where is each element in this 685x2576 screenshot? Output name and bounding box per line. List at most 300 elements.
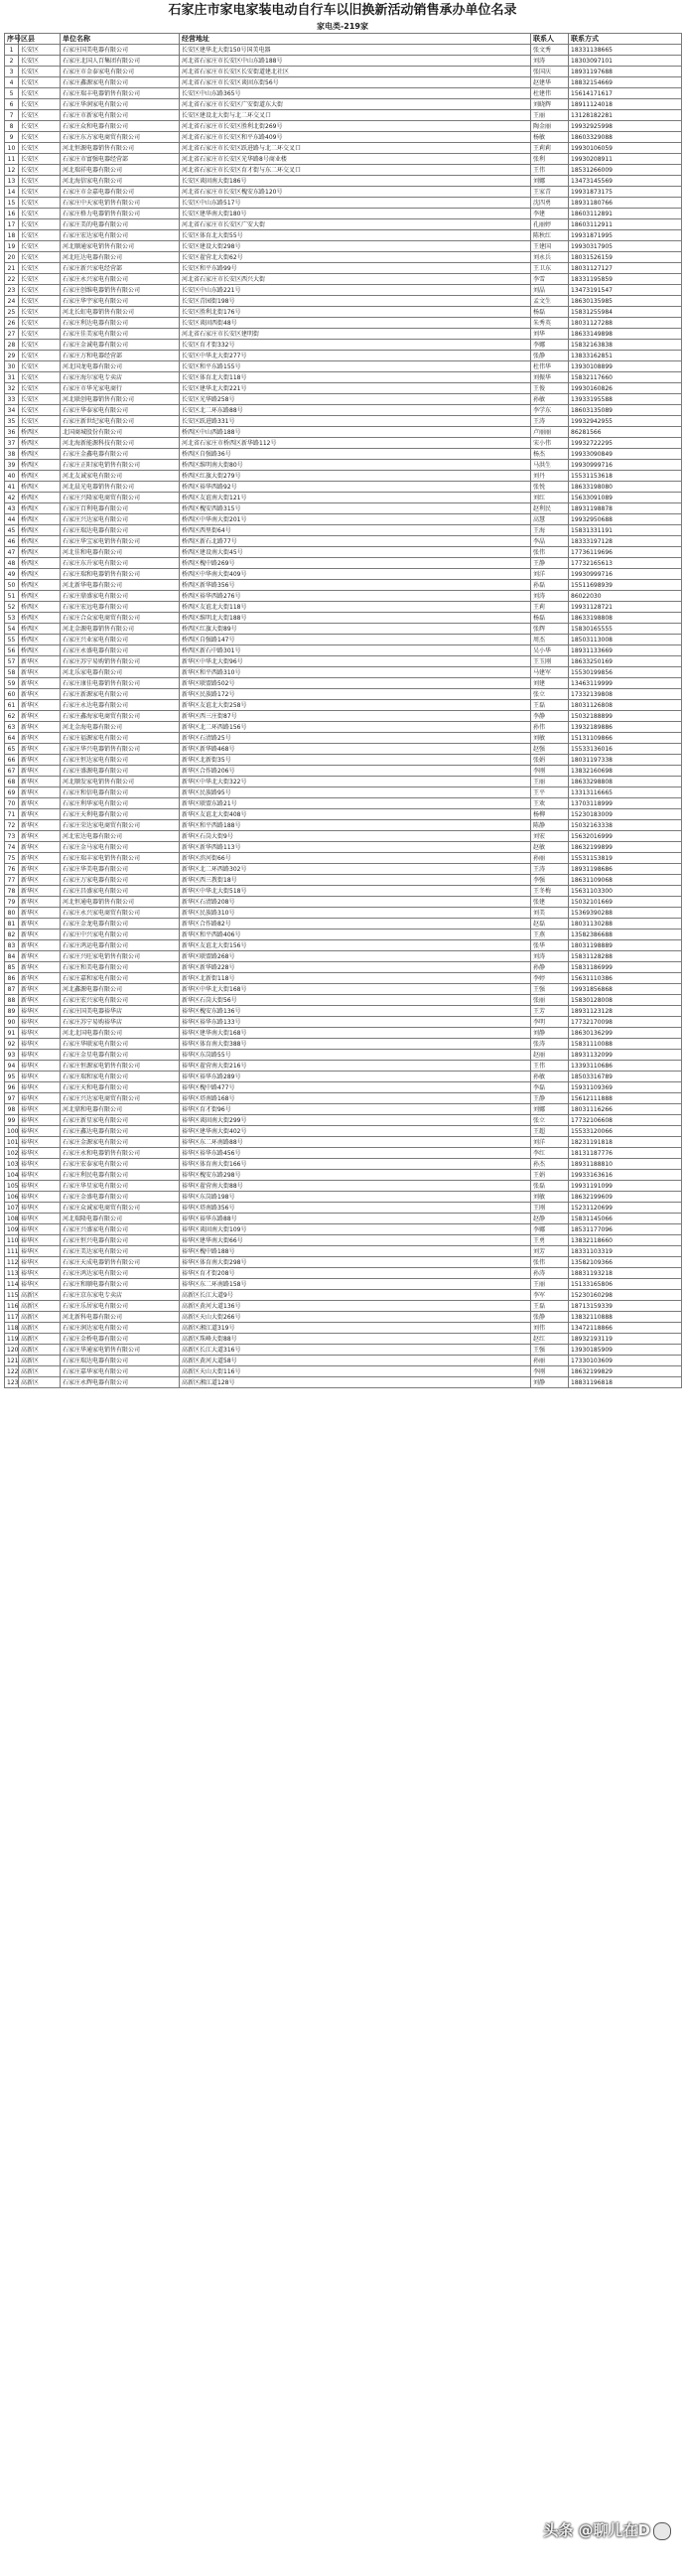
cell-district: 桥西区 (19, 427, 61, 438)
cell-district: 桥西区 (19, 645, 61, 656)
cell-contact: 吴小华 (531, 645, 569, 656)
cell-address: 长安区建设北大街与北二环交叉口 (180, 110, 531, 121)
cell-unit-name: 石家庄宏达家电有限公司 (61, 230, 180, 241)
cell-unit-name: 石家庄瑞丰电器销售有限公司 (61, 88, 180, 99)
cell-phone: 18633198808 (569, 613, 682, 624)
cell-unit-name: 石家庄众和电器有限公司 (61, 121, 180, 132)
cell-district: 高新区 (19, 1377, 61, 1388)
table-row (5, 361, 682, 372)
cell-district: 长安区 (19, 110, 61, 121)
cell-phone: 18931188810 (569, 1159, 682, 1170)
cell-address: 桥西区建设南大街45号 (180, 547, 531, 558)
cell-phone: 17732165613 (569, 558, 682, 569)
cell-address: 桥西区槐中路269号 (180, 558, 531, 569)
cell-phone: 13933195588 (569, 394, 682, 405)
cell-number: 105 (5, 1181, 19, 1192)
cell-unit-name: 石家庄永辉电器有限公司 (61, 1377, 180, 1388)
cell-address: 高新区湘江道319号 (180, 1323, 531, 1334)
table-row (5, 755, 682, 766)
cell-address: 长安区中山东路221号 (180, 285, 531, 296)
cell-district: 高新区 (19, 1290, 61, 1301)
cell-district: 裕华区 (19, 1268, 61, 1279)
cell-phone: 18131187776 (569, 1148, 682, 1159)
cell-number: 10 (5, 143, 19, 154)
cell-district: 长安区 (19, 209, 61, 219)
cell-unit-name: 石家庄天利电器有限公司 (61, 809, 180, 820)
cell-number: 119 (5, 1334, 19, 1345)
cell-number: 86 (5, 973, 19, 984)
cell-district: 新华区 (19, 919, 61, 930)
cell-number: 27 (5, 329, 19, 340)
cell-number: 121 (5, 1356, 19, 1366)
cell-phone: 15832117660 (569, 372, 682, 383)
cell-number: 104 (5, 1170, 19, 1181)
cell-phone: 19932950688 (569, 514, 682, 525)
cell-number: 15 (5, 198, 19, 209)
table-row (5, 1137, 682, 1148)
cell-contact: 马洪生 (531, 460, 569, 471)
cell-district: 长安区 (19, 154, 61, 165)
cell-number: 52 (5, 602, 19, 613)
cell-address: 长安区建华北大街150号国美电器 (180, 45, 531, 56)
cell-number: 68 (5, 777, 19, 787)
cell-number: 57 (5, 656, 19, 667)
cell-number: 88 (5, 995, 19, 1006)
cell-unit-name: 石家庄鸿运电器有限公司 (61, 940, 180, 951)
col-header-district: 区县 (19, 34, 61, 45)
cell-address: 桥西区中华南大街409号 (180, 569, 531, 580)
table-row (5, 67, 682, 77)
cell-address: 河北省石家庄市长安区广安街道东大街 (180, 99, 531, 110)
cell-address: 裕华区槐安东路136号 (180, 1006, 531, 1017)
cell-unit-name: 河北恒源电器销售有限公司 (61, 143, 180, 154)
cell-unit-name: 石家庄华宇家电有限公司 (61, 296, 180, 307)
cell-address: 新华区石清路208号 (180, 897, 531, 908)
table-row (5, 503, 682, 514)
cell-contact: 刘永兵 (531, 252, 569, 263)
cell-phone: 18031116266 (569, 1104, 682, 1115)
cell-unit-name: 石家庄恒兴电器有限公司 (61, 1235, 180, 1246)
cell-phone: 13833162851 (569, 351, 682, 361)
cell-unit-name: 河北新科电器有限公司 (61, 1312, 180, 1323)
table-row (5, 1312, 682, 1323)
cell-unit-name: 石家庄华星家电有限公司 (61, 1181, 180, 1192)
cell-contact: 王平 (531, 787, 569, 798)
cell-contact: 王莉莉 (531, 143, 569, 154)
cell-contact: 杨柳 (531, 809, 569, 820)
cell-unit-name: 石家庄佳美家电有限公司 (61, 329, 180, 340)
cell-phone: 18931198686 (569, 864, 682, 875)
cell-number: 51 (5, 591, 19, 602)
cell-number: 122 (5, 1366, 19, 1377)
cell-phone: 86022030 (569, 591, 682, 602)
cell-contact: 王丽 (531, 777, 569, 787)
table-row (5, 875, 682, 886)
table-row (5, 1093, 682, 1104)
cell-unit-name: 河北瑞隆电器有限公司 (61, 1214, 180, 1224)
table-row (5, 285, 682, 296)
cell-district: 长安区 (19, 77, 61, 88)
cell-address: 新华区新华路468号 (180, 744, 531, 755)
cell-phone: 15831186999 (569, 962, 682, 973)
cell-address: 新华区民族路172号 (180, 689, 531, 700)
cell-district: 新华区 (19, 995, 61, 1006)
cell-unit-name: 石家庄中兴家电有限公司 (61, 930, 180, 940)
cell-district: 长安区 (19, 67, 61, 77)
cell-contact: 李娜 (531, 340, 569, 351)
cell-district: 桥西区 (19, 460, 61, 471)
cell-contact: 王强 (531, 984, 569, 995)
cell-district: 长安区 (19, 198, 61, 209)
cell-contact: 陈秋红 (531, 230, 569, 241)
cell-phone: 18603135089 (569, 405, 682, 416)
cell-phone: 13703118999 (569, 798, 682, 809)
table-row (5, 798, 682, 809)
cell-contact: 孔丽婷 (531, 219, 569, 230)
cell-district: 长安区 (19, 219, 61, 230)
cell-address: 长安区青园街198号 (180, 296, 531, 307)
cell-number: 42 (5, 493, 19, 503)
cell-district: 新华区 (19, 700, 61, 711)
table-row (5, 241, 682, 252)
cell-address: 高新区天山大街266号 (180, 1312, 531, 1323)
cell-phone: 18633250169 (569, 656, 682, 667)
table-row (5, 209, 682, 219)
cell-address: 河北省石家庄市长安区胜利北街269号 (180, 121, 531, 132)
cell-address: 河北省石家庄市长安区跃进路与北二环交叉口 (180, 143, 531, 154)
cell-address: 桥西区友谊北大街118号 (180, 602, 531, 613)
cell-contact: 刘静 (531, 1028, 569, 1039)
cell-unit-name: 石家庄永兴家电商贸有限公司 (61, 908, 180, 919)
table-row (5, 88, 682, 99)
cell-contact: 王伟 (531, 1061, 569, 1072)
cell-district: 裕华区 (19, 1235, 61, 1246)
cell-phone: 15631110386 (569, 973, 682, 984)
cell-phone: 15831145066 (569, 1214, 682, 1224)
cell-address: 裕华区裕华东路456号 (180, 1148, 531, 1159)
cell-number: 32 (5, 383, 19, 394)
cell-phone: 13473145569 (569, 176, 682, 187)
cell-contact: 王涛 (531, 864, 569, 875)
cell-unit-name: 石家庄市金泰家电有限公司 (61, 67, 180, 77)
cell-contact: 孙杰 (531, 1159, 569, 1170)
cell-contact: 宋小伟 (531, 438, 569, 449)
merchant-table (4, 33, 682, 1388)
cell-contact: 张利 (531, 154, 569, 165)
table-row (5, 558, 682, 569)
cell-phone: 18832154669 (569, 77, 682, 88)
cell-address: 裕华区塔南路356号 (180, 1203, 531, 1214)
cell-phone: 19931128721 (569, 602, 682, 613)
cell-number: 62 (5, 711, 19, 722)
cell-phone: 18713159339 (569, 1301, 682, 1312)
cell-phone: 17732106608 (569, 1115, 682, 1126)
cell-district: 裕华区 (19, 1159, 61, 1170)
table-row (5, 897, 682, 908)
cell-district: 裕华区 (19, 1050, 61, 1061)
cell-district: 高新区 (19, 1301, 61, 1312)
cell-address: 新华区联盟路268号 (180, 951, 531, 962)
cell-unit-name: 石家庄东升家电有限公司 (61, 558, 180, 569)
table-row (5, 427, 682, 438)
cell-address: 桥西区红旗大街279号 (180, 471, 531, 482)
cell-contact: 张立 (531, 1115, 569, 1126)
cell-contact: 张伟 (531, 1257, 569, 1268)
cell-district: 长安区 (19, 176, 61, 187)
cell-number: 103 (5, 1159, 19, 1170)
cell-address: 高新区天山大街116号 (180, 1366, 531, 1377)
cell-district: 长安区 (19, 230, 61, 241)
cell-phone: 15614171617 (569, 88, 682, 99)
cell-number: 116 (5, 1301, 19, 1312)
cell-district: 长安区 (19, 187, 61, 198)
cell-contact: 王勇 (531, 1235, 569, 1246)
cell-unit-name: 石家庄和信电器有限公司 (61, 787, 180, 798)
cell-address: 裕华区裕华东路133号 (180, 1017, 531, 1028)
cell-number: 3 (5, 67, 19, 77)
cell-number: 55 (5, 635, 19, 645)
cell-contact: 杨磊 (531, 307, 569, 318)
cell-unit-name: 石家庄新兴家电经营部 (61, 263, 180, 274)
cell-phone: 13832118660 (569, 1235, 682, 1246)
cell-district: 新华区 (19, 722, 61, 733)
cell-unit-name: 石家庄永和电器销售有限公司 (61, 1148, 180, 1159)
cell-unit-name: 石家庄兴达家电有限公司 (61, 514, 180, 525)
cell-address: 河北省石家庄市桥西区新华路112号 (180, 438, 531, 449)
cell-number: 78 (5, 886, 19, 897)
cell-phone: 18503113008 (569, 635, 682, 645)
cell-district: 桥西区 (19, 635, 61, 645)
cell-phone: 18831193218 (569, 1268, 682, 1279)
cell-unit-name: 河北晨光电器销售有限公司 (61, 482, 180, 493)
cell-phone: 18931197688 (569, 67, 682, 77)
cell-district: 长安区 (19, 383, 61, 394)
cell-district: 长安区 (19, 405, 61, 416)
cell-unit-name: 河北乐家电器有限公司 (61, 667, 180, 678)
cell-unit-name: 石家庄金星电器有限公司 (61, 1050, 180, 1061)
cell-phone: 18633298808 (569, 777, 682, 787)
cell-phone: 13930108899 (569, 361, 682, 372)
cell-address: 裕华区育才街208号 (180, 1268, 531, 1279)
cell-number: 53 (5, 613, 19, 624)
cell-phone: 15830165555 (569, 624, 682, 635)
cell-unit-name: 石家庄永达电器有限公司 (61, 700, 180, 711)
cell-unit-name: 石家庄兴旺家电销售有限公司 (61, 951, 180, 962)
col-header-number: 序号 (5, 34, 19, 45)
table-row (5, 416, 682, 427)
cell-number: 6 (5, 99, 19, 110)
cell-number: 66 (5, 755, 19, 766)
cell-unit-name: 石家庄格力电器销售有限公司 (61, 209, 180, 219)
cell-address: 新华区西三教街18号 (180, 875, 531, 886)
col-header-unit-name: 单位名称 (61, 34, 180, 45)
cell-phone: 18531266009 (569, 165, 682, 176)
cell-address: 高新区黄河大道58号 (180, 1356, 531, 1366)
cell-address: 裕华区建华南大街66号 (180, 1235, 531, 1246)
cell-unit-name: 石家庄和顺电器有限公司 (61, 1279, 180, 1290)
cell-number: 97 (5, 1093, 19, 1104)
cell-address: 新华区联盟东路21号 (180, 798, 531, 809)
cell-phone: 18911124018 (569, 99, 682, 110)
cell-contact: 张丽 (531, 995, 569, 1006)
cell-contact: 王丽 (531, 1279, 569, 1290)
cell-unit-name: 石家庄华润家电有限公司 (61, 99, 180, 110)
cell-phone: 15032163338 (569, 820, 682, 831)
cell-number: 46 (5, 536, 19, 547)
cell-phone: 13582109366 (569, 1257, 682, 1268)
cell-phone: 19931191099 (569, 1181, 682, 1192)
cell-contact: 王超 (531, 1126, 569, 1137)
cell-contact: 张华 (531, 940, 569, 951)
table-row (5, 99, 682, 110)
cell-contact: 杨杰 (531, 449, 569, 460)
cell-number: 87 (5, 984, 19, 995)
table-row (5, 744, 682, 755)
cell-contact: 王建国 (531, 241, 569, 252)
cell-unit-name: 石家庄鑫海家电商贸有限公司 (61, 711, 180, 722)
cell-address: 河北省石家庄市长安区长安街道建北社区 (180, 67, 531, 77)
cell-contact: 李娜 (531, 1224, 569, 1235)
cell-address: 新华区北新街118号 (180, 973, 531, 984)
cell-contact: 孙敏 (531, 1072, 569, 1082)
cell-district: 长安区 (19, 143, 61, 154)
cell-district: 桥西区 (19, 482, 61, 493)
cell-number: 110 (5, 1235, 19, 1246)
cell-district: 裕华区 (19, 1104, 61, 1115)
cell-number: 94 (5, 1061, 19, 1072)
cell-district: 裕华区 (19, 1257, 61, 1268)
cell-unit-name: 河北顺通家电销售有限公司 (61, 241, 180, 252)
cell-phone: 13832160698 (569, 766, 682, 777)
cell-number: 100 (5, 1126, 19, 1137)
cell-contact: 王娟 (531, 1170, 569, 1181)
table-row (5, 296, 682, 307)
table-row (5, 569, 682, 580)
cell-unit-name: 石家庄鼎盛家电有限公司 (61, 591, 180, 602)
cell-number: 77 (5, 875, 19, 886)
cell-contact: 赵建华 (531, 77, 569, 88)
cell-contact: 李刚 (531, 766, 569, 777)
cell-phone: 15531153819 (569, 853, 682, 864)
cell-district: 新华区 (19, 820, 61, 831)
cell-address: 长安区中华北大街277号 (180, 351, 531, 361)
cell-phone: 15831255984 (569, 307, 682, 318)
cell-contact: 赵敏 (531, 842, 569, 853)
cell-contact: 张伟 (531, 547, 569, 558)
table-row (5, 460, 682, 471)
cell-contact: 卢丽丽 (531, 427, 569, 438)
cell-number: 72 (5, 820, 19, 831)
cell-unit-name: 石家庄天成电器销售有限公司 (61, 1257, 180, 1268)
cell-unit-name: 石家庄京东家电专卖店 (61, 1290, 180, 1301)
cell-district: 裕华区 (19, 1006, 61, 1017)
cell-contact: 孙静 (531, 962, 569, 973)
cell-district: 新华区 (19, 689, 61, 700)
cell-district: 新华区 (19, 875, 61, 886)
table-row (5, 1159, 682, 1170)
cell-district: 新华区 (19, 766, 61, 777)
cell-unit-name: 石家庄市金嘉电器有限公司 (61, 187, 180, 198)
table-row (5, 77, 682, 88)
cell-district: 新华区 (19, 656, 61, 667)
cell-phone: 18031126808 (569, 700, 682, 711)
cell-phone: 17330103609 (569, 1356, 682, 1366)
cell-phone: 13128182281 (569, 110, 682, 121)
cell-address: 新华区石清路25号 (180, 733, 531, 744)
cell-number: 38 (5, 449, 19, 460)
cell-contact: 沈四勇 (531, 198, 569, 209)
cell-phone: 15531153618 (569, 471, 682, 482)
table-row (5, 613, 682, 624)
cell-contact: 张悦 (531, 482, 569, 493)
cell-number: 79 (5, 897, 19, 908)
cell-address: 桥西区红旗大街89号 (180, 624, 531, 635)
cell-unit-name: 石家庄兴达家电商贸有限公司 (61, 1093, 180, 1104)
cell-number: 36 (5, 427, 19, 438)
cell-number: 44 (5, 514, 19, 525)
cell-number: 60 (5, 689, 19, 700)
cell-address: 桥西区中华南大街201号 (180, 514, 531, 525)
cell-phone: 13582386688 (569, 930, 682, 940)
table-row (5, 919, 682, 930)
cell-contact: 刘敏 (531, 733, 569, 744)
cell-number: 58 (5, 667, 19, 678)
cell-contact: 刘涛 (531, 591, 569, 602)
cell-phone: 15631103300 (569, 886, 682, 897)
table-row (5, 493, 682, 503)
cell-address: 裕华区裕华东路88号 (180, 1214, 531, 1224)
table-row (5, 1072, 682, 1082)
cell-unit-name: 石家庄瑞和家电有限公司 (61, 1072, 180, 1082)
cell-phone: 18931133669 (569, 645, 682, 656)
cell-contact: 张建 (531, 897, 569, 908)
cell-phone: 17736119696 (569, 547, 682, 558)
cell-district: 长安区 (19, 351, 61, 361)
cell-number: 69 (5, 787, 19, 798)
cell-number: 113 (5, 1268, 19, 1279)
cell-district: 高新区 (19, 1366, 61, 1377)
cell-phone: 18531177096 (569, 1224, 682, 1235)
table-row (5, 1279, 682, 1290)
cell-number: 106 (5, 1192, 19, 1203)
cell-district: 裕华区 (19, 1192, 61, 1203)
table-row (5, 307, 682, 318)
table-row (5, 1301, 682, 1312)
cell-address: 裕华区东二环南路88号 (180, 1137, 531, 1148)
cell-address: 桥西区裕华西路92号 (180, 482, 531, 493)
table-row (5, 154, 682, 165)
cell-unit-name: 石家庄苏宁易购裕华店 (61, 1017, 180, 1028)
table-row (5, 165, 682, 176)
cell-address: 桥西区新华路356号 (180, 580, 531, 591)
table-row (5, 635, 682, 645)
cell-district: 新华区 (19, 842, 61, 853)
table-row (5, 329, 682, 340)
cell-number: 75 (5, 853, 19, 864)
cell-address: 河北省石家庄市长安区和平东路409号 (180, 132, 531, 143)
cell-address: 裕华区谈固南大街109号 (180, 1224, 531, 1235)
cell-district: 新华区 (19, 864, 61, 875)
cell-unit-name: 石家庄宏兴家电有限公司 (61, 995, 180, 1006)
cell-unit-name: 石家庄海尔家电专卖店 (61, 372, 180, 383)
table-row (5, 1345, 682, 1356)
cell-phone: 19930317905 (569, 241, 682, 252)
cell-number: 95 (5, 1072, 19, 1082)
cell-unit-name: 石家庄和美电器有限公司 (61, 962, 180, 973)
cell-phone: 18831196818 (569, 1377, 682, 1388)
cell-unit-name: 石家庄金鑫电器有限公司 (61, 449, 180, 460)
table-row (5, 1082, 682, 1093)
